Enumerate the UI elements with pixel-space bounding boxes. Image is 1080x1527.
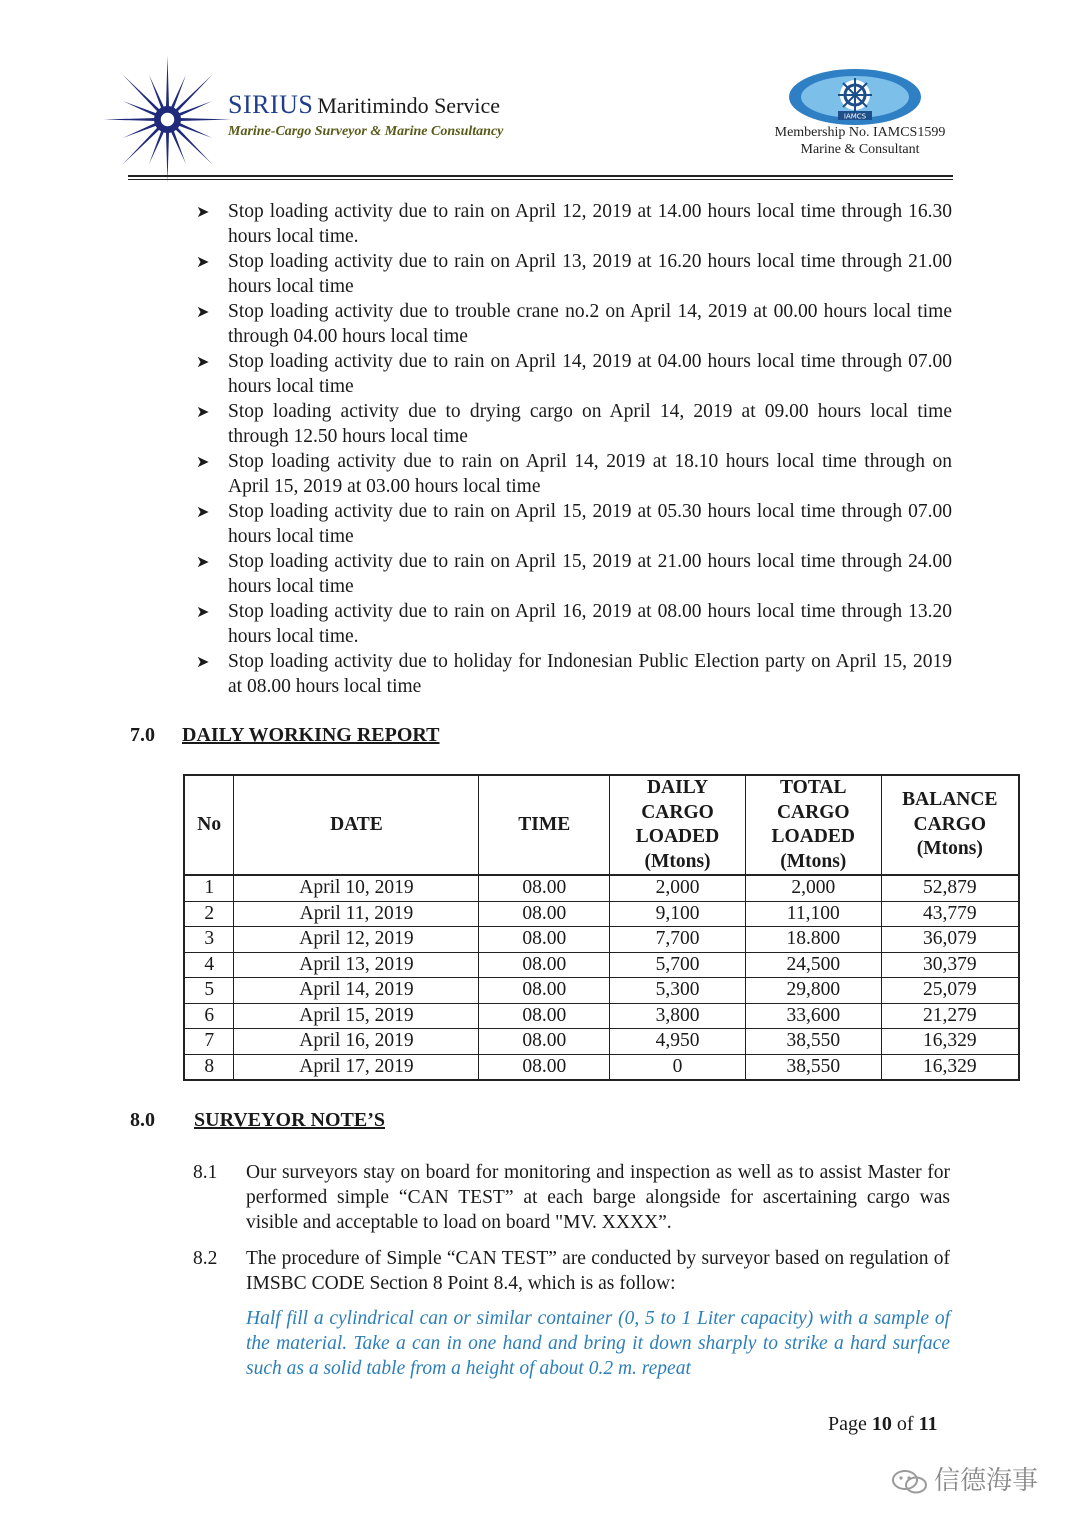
section-8-title: SURVEYOR NOTE’S xyxy=(194,1109,385,1131)
page-total: 11 xyxy=(918,1413,938,1435)
cell-date: April 17, 2019 xyxy=(234,1054,479,1080)
section-7-title: DAILY WORKING REPORT xyxy=(182,724,440,746)
membership-role: Marine & Consultant xyxy=(800,142,920,157)
section-7-number: 7.0 xyxy=(130,724,155,746)
sirius-star-logo xyxy=(100,52,235,187)
cell-time: 08.00 xyxy=(479,952,610,978)
cell-no: 1 xyxy=(184,875,234,901)
stoppage-item: ➤ Stop loading activity due to rain on April 12, 2019 at 14.00 hours local time through 16.30 hours local time. xyxy=(196,201,952,247)
arrow-bullet-icon: ➤ xyxy=(196,554,210,571)
cell-daily: 2,000 xyxy=(610,875,746,901)
table-header-row xyxy=(184,775,1019,875)
star-ray xyxy=(175,74,213,112)
cell-time: 08.00 xyxy=(479,1003,610,1029)
table-row xyxy=(184,1054,1019,1080)
cell-total: 33,600 xyxy=(745,1003,881,1029)
stoppage-item: ➤ Stop loading activity due to rain on April 16, 2019 at 08.00 hours local time through 13.20 hours local time. xyxy=(196,601,952,647)
membership-number: Membership No. IAMCS1599 xyxy=(774,125,946,140)
cell-time: 08.00 xyxy=(479,901,610,927)
star-ray xyxy=(104,118,156,121)
cell-total: 29,800 xyxy=(745,978,881,1004)
star-ray xyxy=(175,127,213,165)
cell-no: 2 xyxy=(184,901,234,927)
stoppage-item: ➤ Stop loading activity due to holiday for Indonesian Public Election party on April 15, 2019 at 08.00 hours local time xyxy=(196,651,952,697)
iamcs-badge-logo xyxy=(786,66,924,128)
stoppage-item: ➤ Stop loading activity due to trouble crane no.2 on April 14, 2019 at 00.00 hours local time through 04.00 hours local time xyxy=(196,301,952,347)
table-row xyxy=(184,901,1019,927)
wechat-icon xyxy=(890,1468,930,1496)
star-ray xyxy=(122,74,160,112)
brand-sirius: SIRIUS xyxy=(228,90,314,119)
cell-date: April 14, 2019 xyxy=(234,978,479,1004)
arrow-bullet-icon: ➤ xyxy=(196,504,210,521)
cell-balance: 25,079 xyxy=(881,978,1019,1004)
page-current: 10 xyxy=(871,1413,892,1435)
arrow-bullet-icon: ➤ xyxy=(196,304,210,321)
table-row xyxy=(184,1029,1019,1055)
arrow-bullet-icon: ➤ xyxy=(196,254,210,271)
cell-balance: 43,779 xyxy=(881,901,1019,927)
table-row xyxy=(184,1003,1019,1029)
watermark xyxy=(890,1460,1038,1497)
cell-no: 5 xyxy=(184,978,234,1004)
star-ray xyxy=(122,127,160,165)
stoppage-item: ➤ Stop loading activity due to rain on April 15, 2019 at 05.30 hours local time through 07.00 hours local time xyxy=(196,501,952,547)
cell-daily: 4,950 xyxy=(610,1029,746,1055)
cell-balance: 36,079 xyxy=(881,927,1019,953)
col-header-daily-cargo: DAILY CARGO LOADED (Mtons) xyxy=(610,775,746,875)
cell-date: April 15, 2019 xyxy=(234,1003,479,1029)
brand-tagline: Marine-Cargo Surveyor & Marine Consultancy xyxy=(228,124,504,139)
cell-daily: 7,700 xyxy=(610,927,746,953)
cell-daily: 5,700 xyxy=(610,952,746,978)
cell-time: 08.00 xyxy=(479,927,610,953)
cell-total: 2,000 xyxy=(745,875,881,901)
brand-company: Maritimindo Service xyxy=(317,93,501,118)
cell-date: April 16, 2019 xyxy=(234,1029,479,1055)
cell-total: 11,100 xyxy=(745,901,881,927)
membership-info xyxy=(760,124,960,158)
can-test-procedure-quote: Half fill a cylindrical can or similar container (0, 5 to 1 Liter capacity) with a sample of the material. Take a can in one hand and bring it down sharply to strike a hard surface such as a solid table from a height of about 0.2 m. repeat xyxy=(246,1308,950,1379)
note-number: 8.2 xyxy=(193,1248,218,1269)
arrow-bullet-icon: ➤ xyxy=(196,454,210,471)
cell-no: 7 xyxy=(184,1029,234,1055)
note-8-1 xyxy=(193,1160,950,1235)
stoppage-item: ➤ Stop loading activity due to rain on April 15, 2019 at 21.00 hours local time through 24.00 hours local time xyxy=(196,551,952,597)
brand-name xyxy=(228,90,500,120)
cell-daily: 5,300 xyxy=(610,978,746,1004)
star-ray xyxy=(166,56,169,108)
col-header-time: TIME xyxy=(479,775,610,875)
page-number: Page 10 of 11 xyxy=(828,1413,938,1435)
star-ray xyxy=(179,118,231,121)
cell-time: 08.00 xyxy=(479,875,610,901)
stoppage-item: ➤ Stop loading activity due to rain on April 13, 2019 at 16.20 hours local time through 21.00 hours local time xyxy=(196,251,952,297)
cell-balance: 16,329 xyxy=(881,1029,1019,1055)
table-row xyxy=(184,978,1019,1004)
cell-balance: 21,279 xyxy=(881,1003,1019,1029)
cell-date: April 10, 2019 xyxy=(234,875,479,901)
stoppage-item: ➤ Stop loading activity due to rain on April 14, 2019 at 18.10 hours local time through on April 15, 2019 at 03.00 hours local time xyxy=(196,451,952,497)
cell-total: 38,550 xyxy=(745,1029,881,1055)
arrow-bullet-icon: ➤ xyxy=(196,654,210,671)
note-text: Our surveyors stay on board for monitoring and inspection as well as to assist Master for performed simple “CAN TEST” at each barge alongside for ascertaining cargo was visible and acceptable to load on board "MV. XXXX”. xyxy=(246,1162,950,1233)
table-row xyxy=(184,952,1019,978)
cell-time: 08.00 xyxy=(479,1029,610,1055)
cell-balance: 30,379 xyxy=(881,952,1019,978)
header-rule-thin xyxy=(128,179,953,180)
note-text: The procedure of Simple “CAN TEST” are conducted by surveyor based on regulation of IMSBC CODE Section 8 Point 8.4, which is as follow: xyxy=(246,1248,950,1294)
section-8-number: 8.0 xyxy=(130,1109,155,1131)
daily-working-report-table xyxy=(183,774,1020,1081)
cell-total: 38,550 xyxy=(745,1054,881,1080)
note-number: 8.1 xyxy=(193,1162,218,1183)
cell-total: 18.800 xyxy=(745,927,881,953)
arrow-bullet-icon: ➤ xyxy=(196,354,210,371)
cell-total: 24,500 xyxy=(745,952,881,978)
cell-balance: 16,329 xyxy=(881,1054,1019,1080)
cell-daily: 9,100 xyxy=(610,901,746,927)
arrow-bullet-icon: ➤ xyxy=(196,204,210,221)
col-header-total-cargo: TOTAL CARGO LOADED (Mtons) xyxy=(745,775,881,875)
cell-time: 08.00 xyxy=(479,1054,610,1080)
stoppage-item: ➤ Stop loading activity due to rain on April 14, 2019 at 04.00 hours local time through 07.00 hours local time xyxy=(196,351,952,397)
note-8-2 xyxy=(193,1246,950,1296)
badge-text: IAMCS xyxy=(843,112,867,121)
col-header-balance-cargo: BALANCE CARGO (Mtons) xyxy=(881,775,1019,875)
cell-daily: 3,800 xyxy=(610,1003,746,1029)
cell-no: 4 xyxy=(184,952,234,978)
table-row xyxy=(184,927,1019,953)
cell-no: 8 xyxy=(184,1054,234,1080)
table-row xyxy=(184,875,1019,901)
arrow-bullet-icon: ➤ xyxy=(196,404,210,421)
cell-balance: 52,879 xyxy=(881,875,1019,901)
header-rule xyxy=(128,175,953,177)
cell-time: 08.00 xyxy=(479,978,610,1004)
stoppage-item: ➤ Stop loading activity due to drying cargo on April 14, 2019 at 09.00 hours local time through 12.50 hours local time xyxy=(196,401,952,447)
stoppage-list xyxy=(192,199,952,699)
cell-date: April 12, 2019 xyxy=(234,927,479,953)
cell-date: April 13, 2019 xyxy=(234,952,479,978)
arrow-bullet-icon: ➤ xyxy=(196,604,210,621)
cell-date: April 11, 2019 xyxy=(234,901,479,927)
cell-no: 3 xyxy=(184,927,234,953)
col-header-no: No xyxy=(184,775,234,875)
watermark-text: 信德海事 xyxy=(934,1466,1039,1496)
cell-daily: 0 xyxy=(610,1054,746,1080)
cell-no: 6 xyxy=(184,1003,234,1029)
col-header-date: DATE xyxy=(234,775,479,875)
